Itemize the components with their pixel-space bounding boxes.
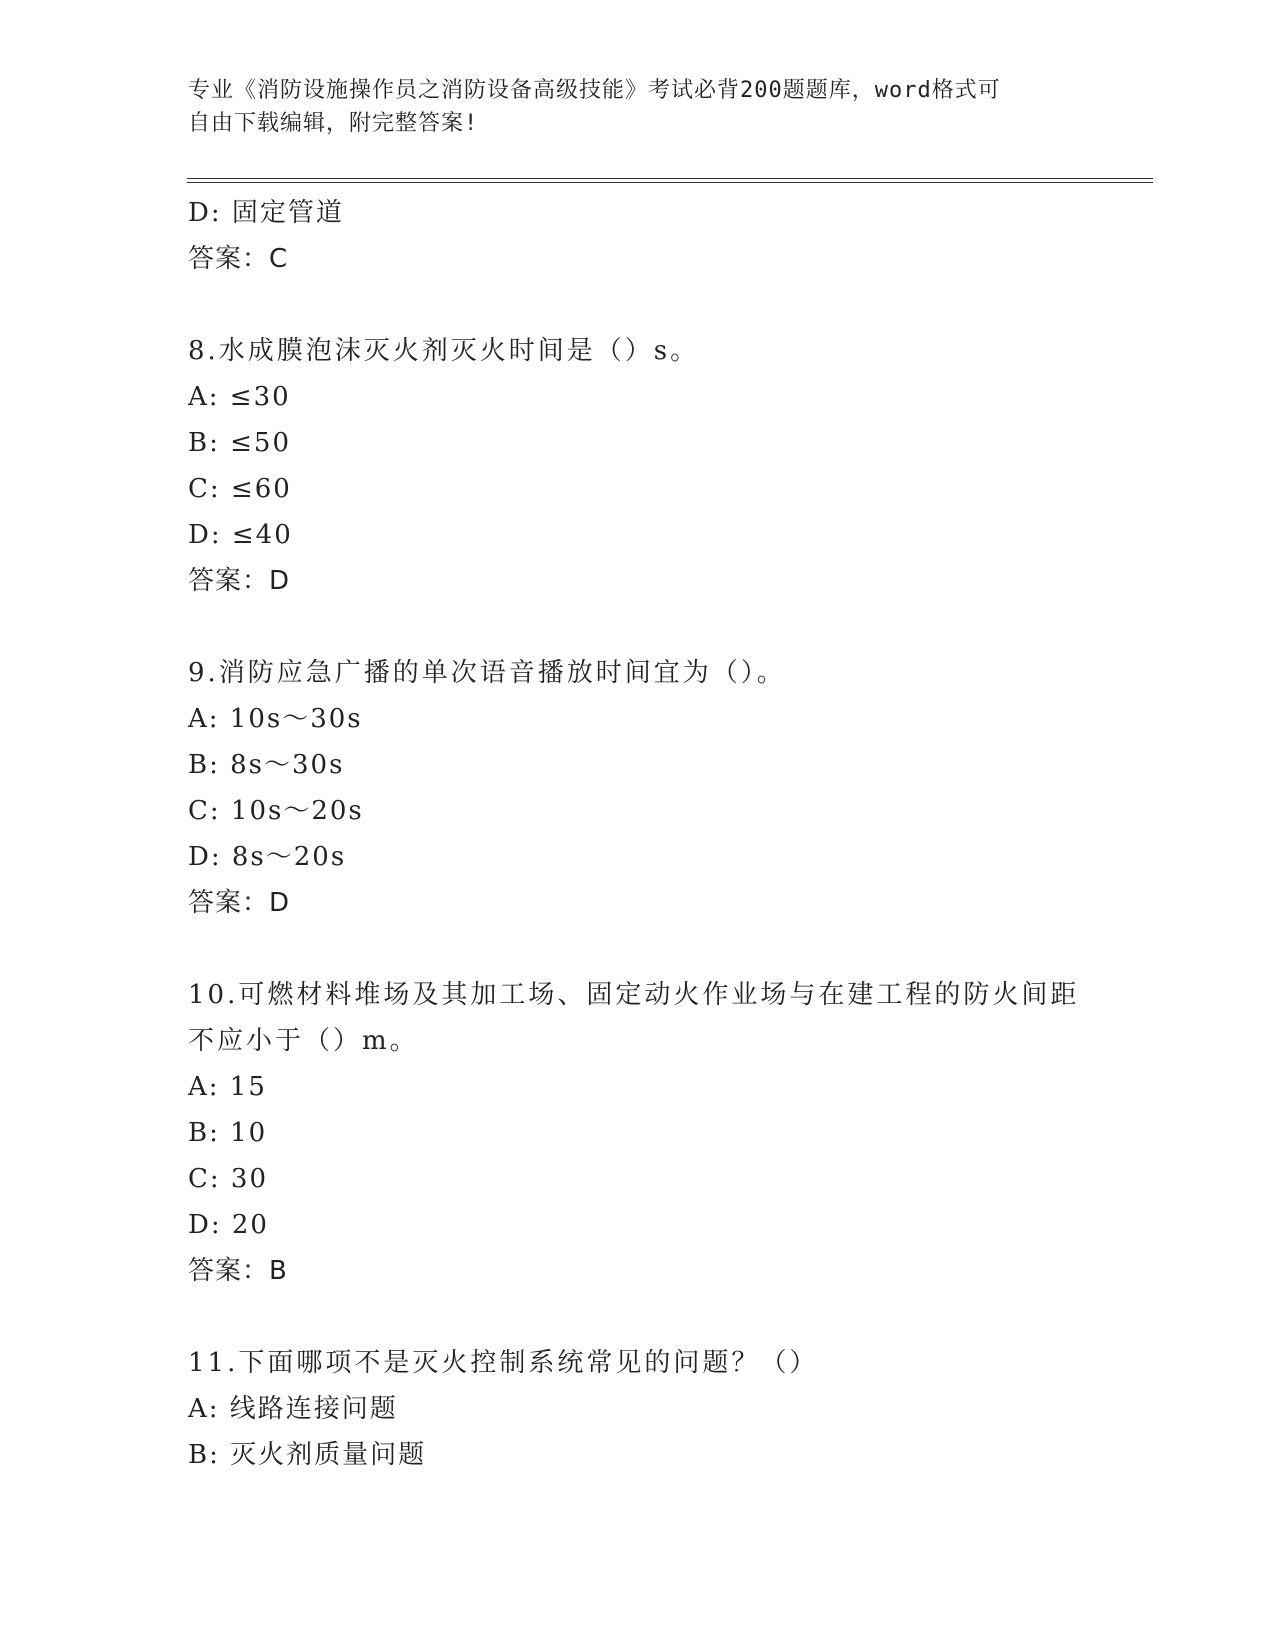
question-9-answer: 答案：D — [188, 888, 291, 918]
header-line-1: 专业《消防设施操作员之消防设备高级技能》考试必背200题题库，word格式可 — [188, 78, 1001, 103]
question-10-option-d: D: 20 — [188, 1210, 269, 1240]
question-11-option-a: A: 线路连接问题 — [188, 1394, 398, 1424]
question-9-option-a: A: 10s～30s — [188, 704, 363, 734]
spacer — [188, 604, 1088, 650]
question-10-stem-line-2: 不应小于（）m。 — [188, 1026, 419, 1056]
question-11-option-b: B: 灭火剂质量问题 — [188, 1440, 427, 1470]
question-9-stem: 9.消防应急广播的单次语音播放时间宜为（）。 — [188, 658, 786, 688]
question-8-stem: 8.水成膜泡沫灭火剂灭火时间是（）s。 — [188, 336, 700, 366]
question-10-option-c: C: 30 — [188, 1164, 269, 1194]
document-header — [188, 74, 1068, 140]
header-divider-thick — [187, 178, 1153, 179]
spacer — [188, 926, 1088, 972]
question-9-option-c: C: 10s～20s — [188, 796, 364, 826]
header-divider-thin — [187, 182, 1153, 183]
question-list — [188, 190, 1088, 1478]
prev-answer: 答案：C — [188, 244, 289, 274]
prev-option-d: D: 固定管道 — [188, 198, 344, 228]
question-8-option-d: D: ≤40 — [188, 520, 293, 550]
question-10-answer: 答案：B — [188, 1256, 288, 1286]
header-line-2: 自由下载编辑，附完整答案! — [188, 111, 479, 136]
question-10-option-b: B: 10 — [188, 1118, 268, 1148]
question-8-option-c: C: ≤60 — [188, 474, 292, 504]
question-10-option-a: A: 15 — [188, 1072, 267, 1102]
spacer — [188, 282, 1088, 328]
question-10-stem-line-1: 10.可燃材料堆场及其加工场、固定动火作业场与在建工程的防火间距 — [188, 980, 1080, 1010]
question-8-option-a: A: ≤30 — [188, 382, 291, 412]
spacer — [188, 1294, 1088, 1340]
question-9-option-d: D: 8s～20s — [188, 842, 347, 872]
question-11-stem: 11.下面哪项不是灭火控制系统常见的问题？（） — [188, 1348, 819, 1378]
question-8-option-b: B: ≤50 — [188, 428, 291, 458]
question-8-answer: 答案：D — [188, 566, 291, 596]
question-9-option-b: B: 8s～30s — [188, 750, 345, 780]
